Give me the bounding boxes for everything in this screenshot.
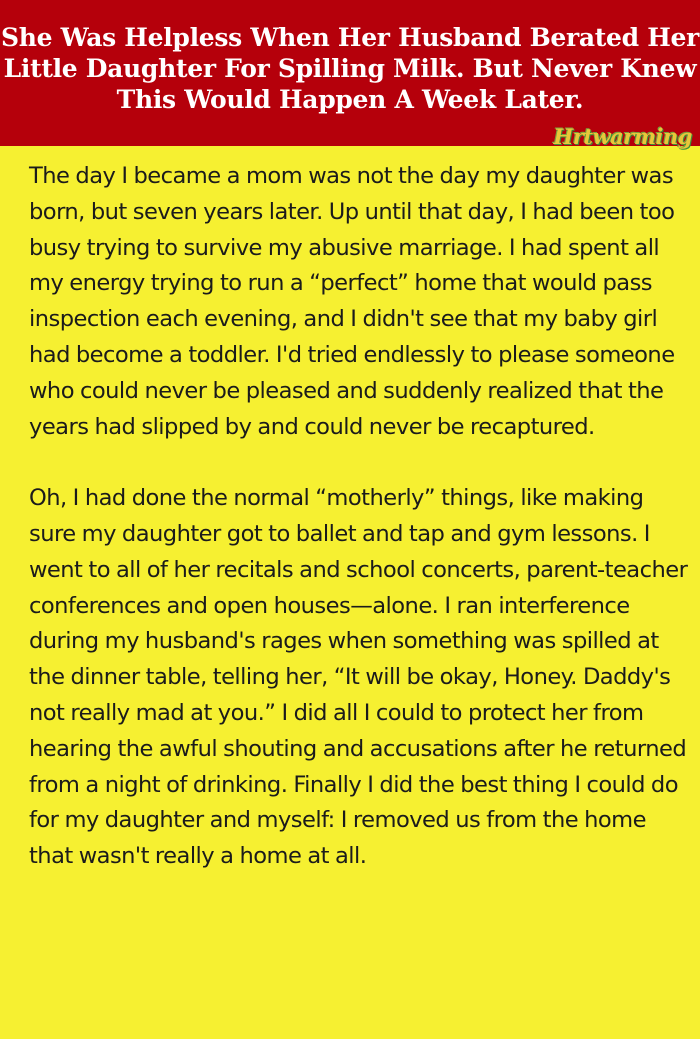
article-body xyxy=(29,159,689,875)
paragraph-1: The day I became a mom was not the day my daughter was born, but seven years later. Up until that day, I had been too busy trying to survive my abusive marriage. I had spent all my energy trying to run a “perfect” home that would pass inspection each evening, and I didn't see that my baby girl had become a toddler. I'd tried endlessly to please someone who could never be pleased and suddenly realized that the years had slipped by and could never be recaptured. xyxy=(29,163,675,440)
paragraph-2: Oh, I had done the normal “motherly” things, like making sure my daughter got to ballet and tap and gym lessons. I went to all of her recitals and school concerts, parent-teacher conferences and open houses—alone. I ran interference during my husband's rages when something was spilled at the dinner table, telling her, “It will be okay, Honey. Daddy's not really mad at you.” I did all I could to protect her from hearing the awful shouting and accusations after he returned from a night of drinking. Finally I did the best thing I could do for my daughter and myself: I removed us from the home that wasn't really a home at all. xyxy=(29,485,688,870)
article-title: She Was Helpless When Her Husband Berated Her Little Daughter For Spilling Milk. But Never Knew This Would Happen A Week Later. xyxy=(0,23,700,114)
brand-logo: Hrtwarming xyxy=(553,124,692,149)
